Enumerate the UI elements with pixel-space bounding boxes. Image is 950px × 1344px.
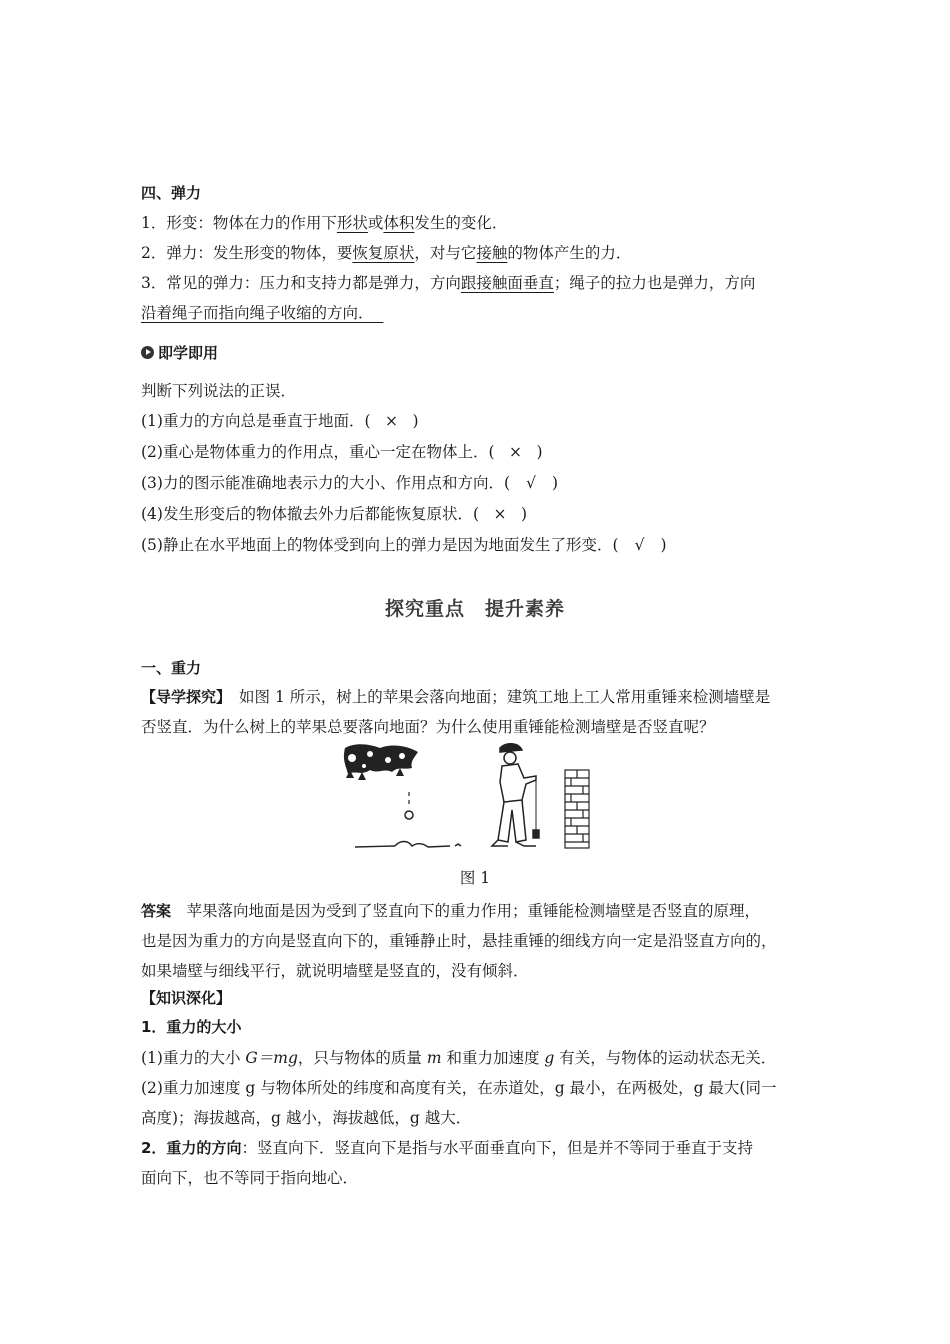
knowledge-1-b-line1: (2)重力加速度 g 与物体所处的纬度和高度有关，在赤道处，g 最小，在两极处，g 最大(同一 [141, 1079, 777, 1097]
blank-answer: 形状 [336, 214, 368, 232]
practice-item-4: (4)发生形变后的物体撤去外力后都能恢复原状．( × ) [141, 499, 831, 529]
knowledge-1-a: (1)重力的大小 G＝mg，只与物体的质量 m 和重力加速度 g 有关，与物体的运动状态无关． [141, 1049, 777, 1067]
knowledge-2-line1: 2．重力的方向：竖直向下．竖直向下是指与水平面垂直向下，但是并不等同于垂直于支持 [141, 1139, 753, 1157]
elastic-item-3-line2 [141, 298, 831, 328]
practice-intro: 判断下列说法的正误． [141, 382, 297, 400]
elastic-item-3: 3．常见的弹力：压力和支持力都是弹力，方向跟接触面垂直；绳子的拉力也是弹力，方向 [141, 274, 756, 292]
main-section-title: 探究重点 提升素养 [384, 598, 565, 620]
practice-item-2: (2)重心是物体重力的作用点，重心一定在物体上．( × ) [141, 437, 831, 467]
deepen-label: 【知识深化】 [141, 989, 232, 1007]
gravity-formula: G＝mg [245, 1049, 298, 1067]
blank-answer: 沿着绳子而指向绳子收缩的方向． [141, 304, 374, 322]
practice-item-3: (3)力的图示能准确地表示力的大小、作用点和方向．( √ ) [141, 468, 831, 498]
practice-item-1: (1)重力的方向总是垂直于地面．( × ) [141, 406, 831, 436]
figure-apple-and-worker [340, 740, 600, 855]
ground-illustration [355, 842, 461, 848]
answer-line1: 答案 苹果落向地面是因为受到了竖直向下的重力作用；重锤能检测墙壁是否竖直的原理， [141, 902, 761, 920]
answer-mark: × [493, 505, 507, 523]
guide-label: 【导学探究】 [141, 688, 224, 706]
answer-mark: √ [634, 536, 645, 554]
play-circle-icon [141, 346, 154, 359]
knowledge-1-title: 1．重力的大小 [141, 1018, 242, 1036]
answer-mark: × [385, 412, 399, 430]
tree-leaves-illustration [344, 744, 418, 780]
brick-wall-illustration [565, 770, 589, 848]
worker-with-plumb-bob-illustration [492, 744, 539, 846]
blank-answer: 体积 [383, 214, 415, 232]
gravity-heading: 一、重力 [141, 659, 202, 677]
guide-paragraph-line1: 【导学探究】 如图 1 所示，树上的苹果会落向地面；建筑工地上工人常用重锤来检测墙壁是 [141, 688, 771, 706]
guide-paragraph-line2: 否竖直．为什么树上的苹果总要落向地面？为什么使用重锤能检测墙壁是否竖直呢？ [141, 718, 715, 736]
section-heading-elastic-force: 四、弹力 [141, 184, 202, 202]
knowledge-1-b-line2: 高度)；海拔越高，g 越小，海拔越低，g 越大． [141, 1109, 472, 1127]
practice-title: 即学即用 [141, 338, 831, 368]
knowledge-2-line2: 面向下，也不等同于指向地心． [141, 1169, 359, 1187]
practice-item-5: (5)静止在水平地面上的物体受到向上的弹力是因为地面发生了形变．( √ ) [141, 530, 831, 560]
answer-label: 答案 [141, 902, 172, 920]
elastic-item-1: 1．形变：物体在力的作用下形状或体积发生的变化． [141, 214, 508, 232]
answer-line2: 也是因为重力的方向是竖直向下的，重锤静止时，悬挂重锤的细线方向一定是沿竖直方向的， [141, 932, 777, 950]
blank-answer: 接触 [476, 244, 508, 262]
blank-answer: 恢复原状 [352, 244, 415, 262]
falling-apple-illustration [405, 792, 413, 819]
answer-line3: 如果墙壁与细线平行，就说明墙壁是竖直的，没有倾斜． [141, 962, 529, 980]
answer-mark: √ [526, 474, 536, 492]
figure-caption: 图 1 [459, 869, 491, 887]
knowledge-2-title: 2．重力的方向 [141, 1139, 242, 1157]
blank-answer: 跟接触面垂直 [460, 274, 554, 292]
elastic-item-2: 2．弹力：发生形变的物体，要恢复原状，对与它接触的物体产生的力． [141, 244, 632, 262]
answer-mark: × [509, 443, 523, 461]
